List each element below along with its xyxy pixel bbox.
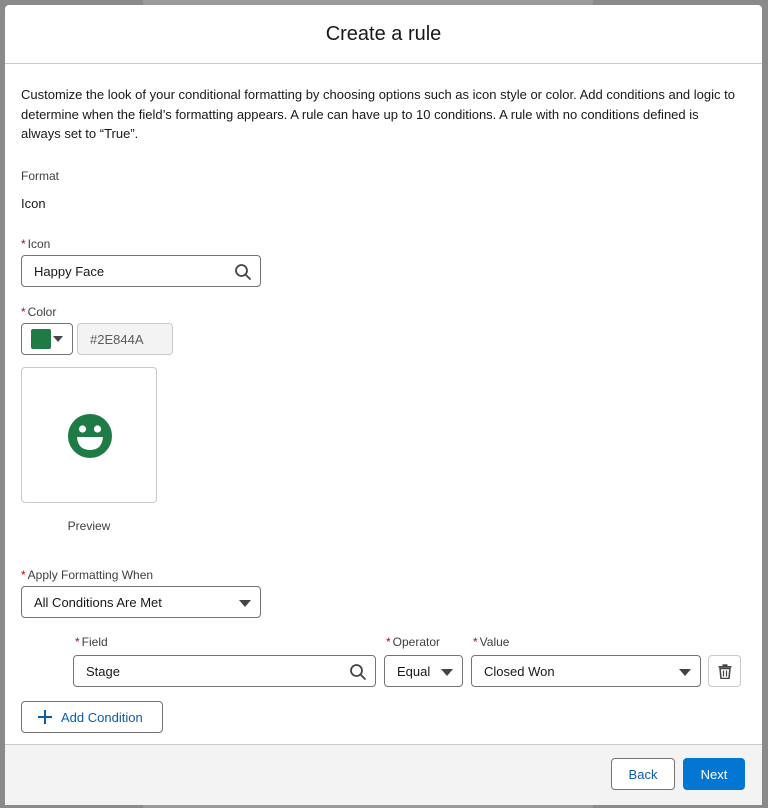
chevron-down-icon [53,336,63,342]
apply-formatting-label [21,568,153,582]
color-swatch [31,329,51,349]
plus-icon [38,710,52,724]
back-button[interactable]: Back [611,758,675,790]
required-marker: * [75,635,80,649]
condition-value-select[interactable] [471,655,701,687]
apply-formatting-select[interactable] [21,586,261,618]
required-marker: * [386,635,391,649]
chevron-down-icon [239,600,251,607]
condition-operator-select[interactable] [384,655,463,687]
happy-face-icon [67,413,113,459]
color-picker-button[interactable] [21,323,73,355]
add-condition-label: Add Condition [61,709,143,725]
trash-icon [718,664,732,679]
icon-preview-box [21,367,157,503]
modal-footer [5,744,762,805]
condition-field-label [75,635,108,649]
next-button[interactable]: Next [683,758,745,790]
required-marker: * [473,635,478,649]
chevron-down-icon [679,669,691,676]
icon-field-label [21,237,50,251]
modal-title: Create a rule [325,22,442,45]
search-icon[interactable] [234,263,252,281]
value-label-text: Value [479,635,510,649]
apply-formatting-label-text: Apply Formatting When [27,568,154,582]
condition-value-value: Closed Won [484,663,555,679]
create-rule-modal [5,5,762,805]
icon-input-value: Happy Face [34,263,105,279]
search-icon[interactable] [349,663,367,681]
required-marker: * [21,237,26,251]
icon-label-text: Icon [27,237,51,251]
intro-text: Customize the look of your conditional formatting by choosing options such as icon style or color. Add conditions and logic to determine when the field’s formatting appears. A rule can have up to 10 conditions. A rule with no conditions defined is always set to “True”. [21,87,735,141]
add-condition-button[interactable] [21,701,163,733]
condition-operator-label [386,635,440,649]
condition-value-label [473,635,509,649]
icon-lookup-input[interactable] [21,255,261,287]
required-marker: * [21,305,26,319]
field-label-text: Field [81,635,108,649]
required-marker: * [21,568,26,582]
delete-condition-button[interactable] [708,655,741,687]
apply-formatting-value: All Conditions Are Met [34,594,162,610]
condition-field-value: Stage [86,663,120,679]
operator-label-text: Operator [392,635,441,649]
color-label-text: Color [27,305,57,319]
format-value: Icon [21,196,46,211]
chevron-down-icon [441,669,453,676]
preview-label: Preview [67,519,111,533]
color-field-label [21,305,56,319]
hex-color-field[interactable]: #2E844A [77,323,173,355]
condition-operator-value: Equal [397,663,431,679]
modal-body [5,65,762,746]
format-label: Format [21,169,60,183]
modal-header [5,5,762,64]
condition-field-input[interactable] [73,655,376,687]
